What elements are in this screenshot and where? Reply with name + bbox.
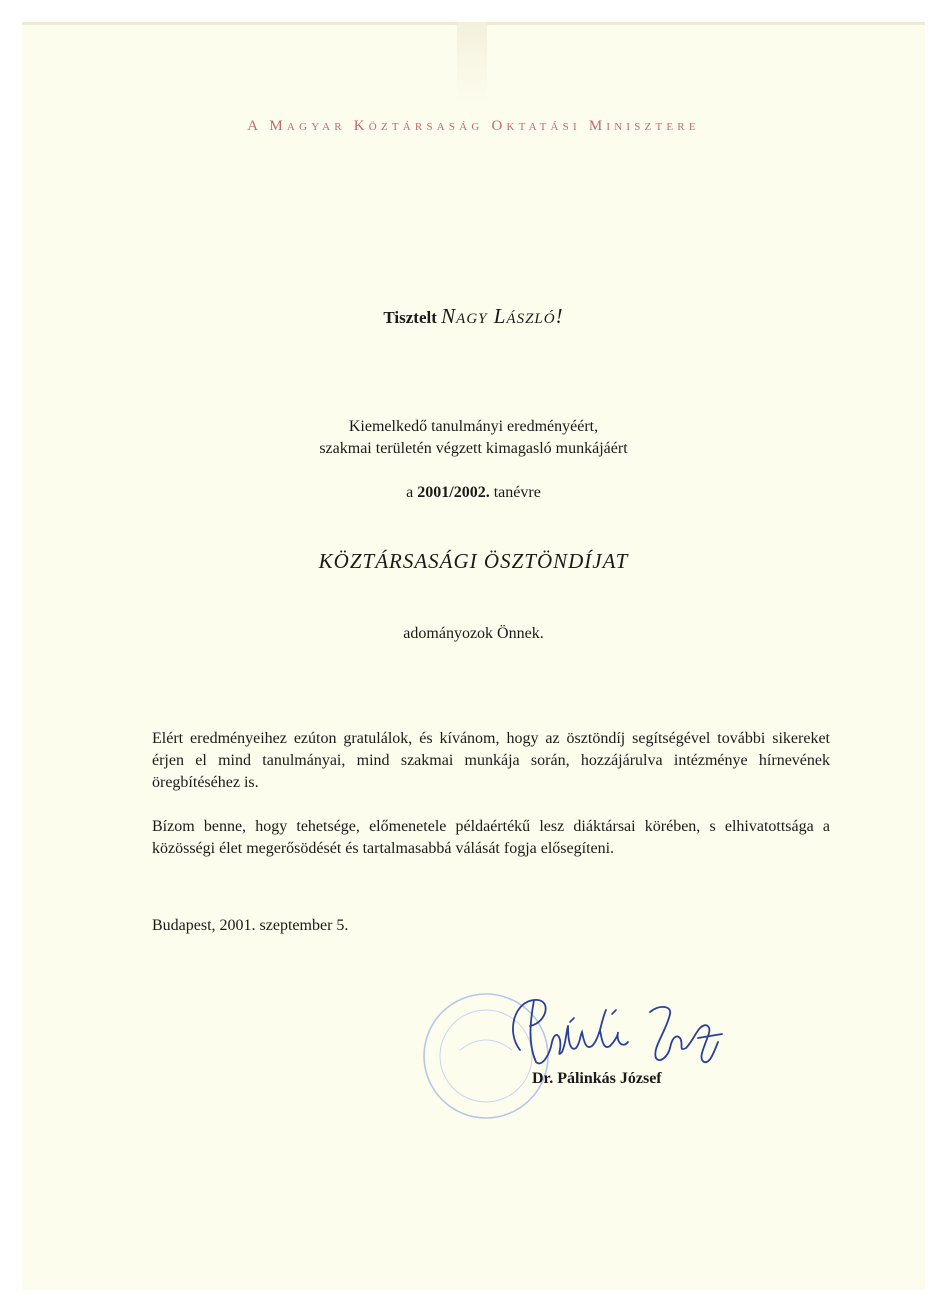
recipient-name: Nagy László! bbox=[441, 304, 564, 328]
greeting bbox=[22, 304, 925, 329]
academic-year: 2001/2002. bbox=[417, 484, 490, 501]
conferral-line: adományozok Önnek. bbox=[403, 625, 544, 642]
congratulation-paragraph: Elért eredményeihez ezúton gratulálok, és kívánom, hogy az ösztöndíj segítségével további sikereket érjen el mind tanulmányai, mind szakmai munkája során, hozzájárulva intézménye hírnevének öregbítéséhez is. bbox=[152, 730, 830, 791]
year-suffix: tanévre bbox=[493, 484, 541, 501]
academic-year-line bbox=[22, 483, 925, 503]
reason-line-1: Kiemelkedő tanulmányi eredményéért, bbox=[348, 418, 599, 435]
paper-fold-strip bbox=[457, 22, 487, 102]
signature-icon bbox=[500, 992, 730, 1072]
greeting-label: Tisztelt bbox=[383, 308, 437, 327]
expectation-paragraph: Bízom benne, hogy tehetsége, előmenetele példaértékű lesz diáktársai körében, s elhivatottsága a közösségi élet megerősödését és tartalmasabbá válását fogja elősegíteni. bbox=[152, 818, 830, 857]
year-prefix: a bbox=[406, 484, 414, 501]
award-title: KÖZTÁRSASÁGI ÖSZTÖNDÍJAT bbox=[318, 549, 629, 573]
signer-name: Dr. Pálinkás József bbox=[532, 1070, 662, 1087]
ministry-heading: A Magyar Köztársaság Oktatási Minisztere bbox=[247, 118, 700, 134]
certificate-page bbox=[22, 22, 925, 1290]
place-date: Budapest, 2001. szeptember 5. bbox=[152, 917, 349, 934]
reason-line-2: szakmai területén végzett kimagasló munkájáért bbox=[319, 440, 628, 457]
